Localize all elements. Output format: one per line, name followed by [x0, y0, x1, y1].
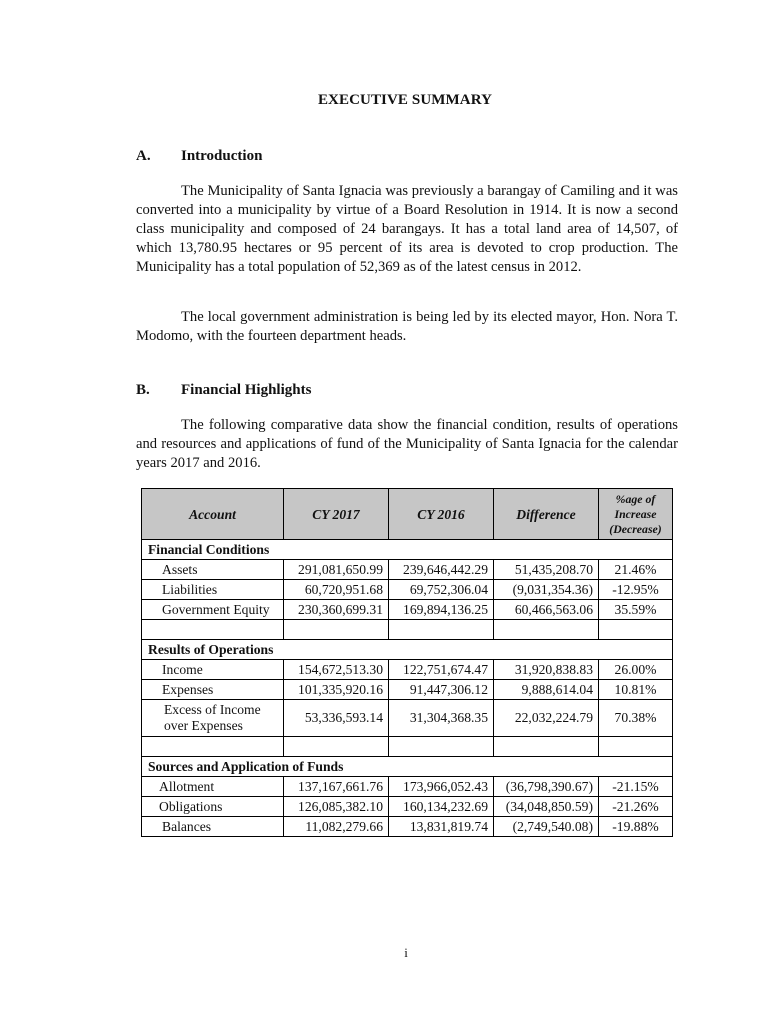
empty-cell — [142, 737, 284, 757]
section-b-title: Financial Highlights — [181, 382, 312, 398]
cell-account-line1: Excess of Income — [164, 702, 261, 717]
empty-cell — [494, 620, 599, 640]
cell-account: Balances — [142, 817, 284, 837]
empty-cell — [494, 737, 599, 757]
cell-cy2016: 239,646,442.29 — [389, 560, 494, 580]
cell-cy2016: 169,894,136.25 — [389, 600, 494, 620]
header-cy2016: CY 2016 — [389, 489, 494, 540]
cell-difference: (36,798,390.67) — [494, 777, 599, 797]
cell-difference: 9,888,614.04 — [494, 680, 599, 700]
cell-percent: 10.81% — [599, 680, 673, 700]
cell-account: Assets — [142, 560, 284, 580]
cell-cy2016: 91,447,306.12 — [389, 680, 494, 700]
spacer-row — [142, 737, 673, 757]
cell-cy2017: 137,167,661.76 — [284, 777, 389, 797]
cell-difference: (34,048,850.59) — [494, 797, 599, 817]
table-row — [142, 560, 673, 580]
table-row — [142, 680, 673, 700]
cell-percent: -12.95% — [599, 580, 673, 600]
cell-difference: 22,032,224.79 — [494, 700, 599, 737]
cell-account-line2: over Expenses — [164, 718, 243, 733]
empty-cell — [284, 737, 389, 757]
cell-difference: 31,920,838.83 — [494, 660, 599, 680]
empty-cell — [599, 620, 673, 640]
empty-cell — [599, 737, 673, 757]
intro-paragraph-2: The local government administration is being led by its elected mayor, Hon. Nora T. Modomo, with the fourteen department heads. — [136, 309, 678, 344]
cell-account: Allotment — [142, 777, 284, 797]
empty-cell — [389, 737, 494, 757]
cell-account: Expenses — [142, 680, 284, 700]
spacer-row — [142, 620, 673, 640]
cell-cy2016: 31,304,368.35 — [389, 700, 494, 737]
header-percent-line3: (Decrease) — [609, 521, 662, 536]
cell-cy2016: 122,751,674.47 — [389, 660, 494, 680]
header-difference: Difference — [494, 489, 599, 540]
section-row — [142, 540, 673, 560]
cell-percent: 21.46% — [599, 560, 673, 580]
cell-account: Obligations — [142, 797, 284, 817]
table-row — [142, 700, 673, 737]
cell-cy2017: 53,336,593.14 — [284, 700, 389, 737]
cell-difference: 51,435,208.70 — [494, 560, 599, 580]
cell-percent: 35.59% — [599, 600, 673, 620]
cell-percent: -19.88% — [599, 817, 673, 837]
empty-cell — [142, 620, 284, 640]
cell-account: Government Equity — [142, 600, 284, 620]
cell-difference: 60,466,563.06 — [494, 600, 599, 620]
section-row — [142, 757, 673, 777]
table-row — [142, 777, 673, 797]
cell-percent: 70.38% — [599, 700, 673, 737]
cell-difference: (2,749,540.08) — [494, 817, 599, 837]
header-percent-line2: Increase — [614, 506, 657, 521]
section-a-letter: A. — [136, 148, 151, 164]
cell-account — [142, 700, 284, 737]
header-percent — [599, 489, 673, 540]
empty-cell — [389, 620, 494, 640]
table-row — [142, 600, 673, 620]
header-percent-line1: %age of — [615, 491, 656, 506]
cell-difference: (9,031,354.36) — [494, 580, 599, 600]
cell-cy2017: 11,082,279.66 — [284, 817, 389, 837]
section-b-letter: B. — [136, 382, 150, 398]
cell-account: Income — [142, 660, 284, 680]
cell-cy2016: 160,134,232.69 — [389, 797, 494, 817]
intro-paragraph-1: The Municipality of Santa Ignacia was previously a barangay of Camiling and it was converted into a municipality by virtue of a Board Resolution in 1914. It is now a second class municipality and composed of 24 barangays. It has a total land area of 14,507, of which 13,780.95 hectares or 95 percent of its area is devoted to crop production. The Municipality has a total population of 52,369 as of the latest census in 2012. — [136, 183, 678, 275]
cell-cy2017: 126,085,382.10 — [284, 797, 389, 817]
section-financial-conditions: Financial Conditions — [142, 540, 673, 560]
cell-cy2016: 69,752,306.04 — [389, 580, 494, 600]
table-row — [142, 580, 673, 600]
financial-highlights-table — [141, 488, 673, 837]
table-row — [142, 797, 673, 817]
cell-percent: -21.26% — [599, 797, 673, 817]
table-row — [142, 817, 673, 837]
cell-cy2016: 13,831,819.74 — [389, 817, 494, 837]
cell-percent: 26.00% — [599, 660, 673, 680]
table-header-row — [142, 489, 673, 540]
cell-cy2017: 154,672,513.30 — [284, 660, 389, 680]
section-a-title: Introduction — [181, 148, 263, 164]
header-cy2017: CY 2017 — [284, 489, 389, 540]
header-account: Account — [142, 489, 284, 540]
page-title: EXECUTIVE SUMMARY — [317, 92, 493, 108]
page-number: i — [404, 945, 408, 960]
cell-cy2017: 60,720,951.68 — [284, 580, 389, 600]
cell-cy2016: 173,966,052.43 — [389, 777, 494, 797]
cell-cy2017: 230,360,699.31 — [284, 600, 389, 620]
cell-cy2017: 101,335,920.16 — [284, 680, 389, 700]
cell-account: Liabilities — [142, 580, 284, 600]
empty-cell — [284, 620, 389, 640]
cell-cy2017: 291,081,650.99 — [284, 560, 389, 580]
section-sources-application: Sources and Application of Funds — [142, 757, 673, 777]
table-row — [142, 660, 673, 680]
section-results-of-operations: Results of Operations — [142, 640, 673, 660]
highlights-paragraph: The following comparative data show the financial condition, results of operations and resources and applications of fund of the Municipality of Santa Ignacia for the calendar years 2017 and 2016. — [136, 417, 678, 471]
cell-percent: -21.15% — [599, 777, 673, 797]
section-row — [142, 640, 673, 660]
